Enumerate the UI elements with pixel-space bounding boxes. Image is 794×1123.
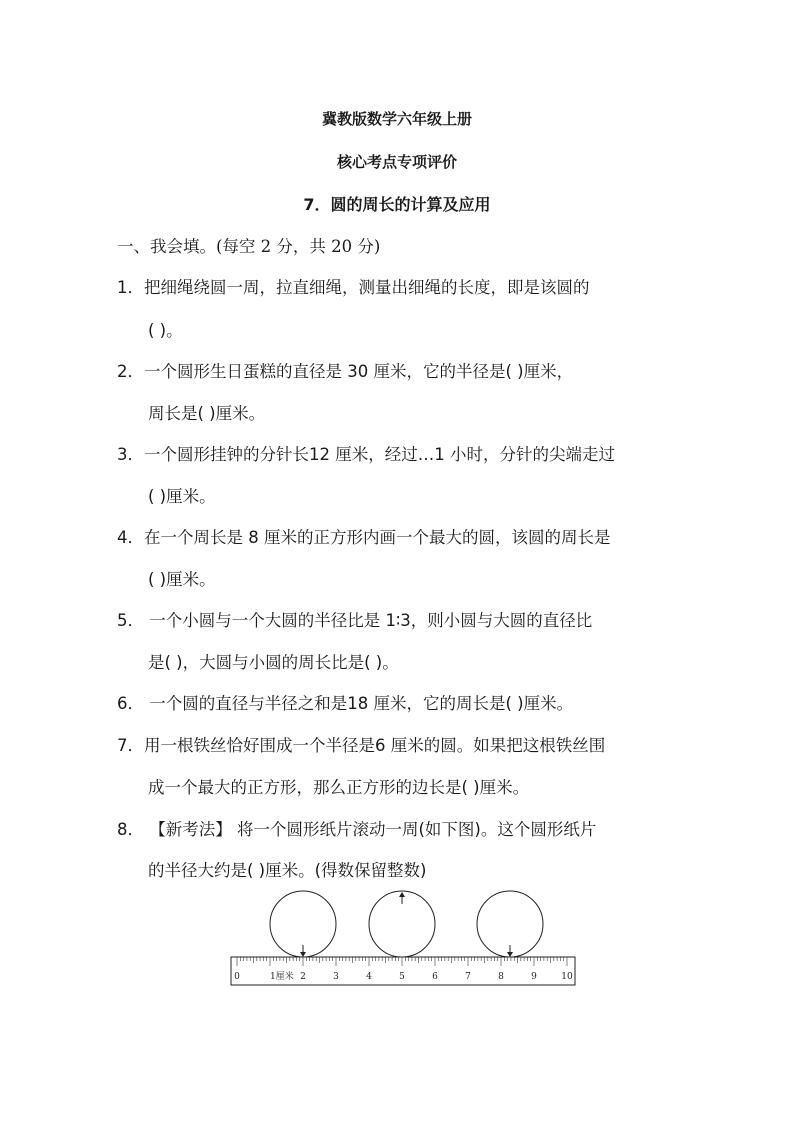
question-text: 一个圆形生日蛋糕的直径是 30 厘米，它的半径是( )厘米， bbox=[144, 362, 574, 381]
question-8-continuation: 的半径大约是( )厘米。(得数保留整数) bbox=[148, 861, 427, 880]
question-number: 6． bbox=[117, 694, 144, 713]
question-text: 把细绳绕圆一周，拉直细绳，测量出细绳的长度，即是该圆的 bbox=[144, 278, 590, 297]
question-8 bbox=[117, 816, 596, 840]
ruler-label: 5 bbox=[399, 972, 405, 982]
ruler-label: 7 bbox=[465, 972, 471, 982]
question-2 bbox=[117, 358, 573, 382]
question-number: 5． bbox=[117, 611, 144, 630]
question-4 bbox=[117, 524, 611, 548]
question-number: 3． bbox=[117, 445, 144, 464]
ruler-label: 9 bbox=[531, 972, 537, 982]
question-text: 一个小圆与一个大圆的半径比是 1∶3，则小圆与大圆的直径比 bbox=[144, 611, 593, 630]
question-5 bbox=[117, 607, 592, 631]
ruler-label: 6 bbox=[432, 972, 438, 982]
topic-title: 7．圆的周长的计算及应用 bbox=[303, 195, 491, 214]
question-number: 1． bbox=[117, 278, 144, 297]
assessment-subtitle: 核心考点专项评价 bbox=[336, 153, 457, 171]
question-7 bbox=[117, 732, 605, 756]
question-number: 7． bbox=[117, 736, 144, 755]
question-3-continuation: ( )厘米。 bbox=[148, 487, 216, 506]
question-2-continuation: 周长是( )厘米。 bbox=[148, 404, 266, 423]
question-number: 8． bbox=[117, 820, 144, 839]
ruler-label: 8 bbox=[498, 972, 504, 982]
ruler-label: 4 bbox=[366, 972, 372, 982]
question-4-continuation: ( )厘米。 bbox=[148, 570, 216, 589]
question-text: 一个圆的直径与半径之和是18 厘米，它的周长是( )厘米。 bbox=[144, 694, 574, 713]
ruler-label: 1厘米 bbox=[270, 972, 294, 982]
question-5-continuation: 是( )，大圆与小圆的周长比是( )。 bbox=[148, 653, 399, 672]
ruler-label: 0 bbox=[234, 972, 240, 982]
ruler-label: 3 bbox=[333, 972, 339, 982]
mid-arrow-icon bbox=[399, 892, 405, 904]
ruler-label: 2 bbox=[300, 972, 306, 982]
start-arrow-icon bbox=[300, 945, 306, 957]
ruler-label: 10 bbox=[561, 972, 573, 982]
question-text: 在一个周长是 8 厘米的正方形内画一个最大的圆，该圆的周长是 bbox=[144, 528, 611, 547]
rolling-circle-figure bbox=[228, 890, 580, 988]
question-1-continuation: ( )。 bbox=[148, 321, 183, 340]
end-arrow-icon bbox=[507, 945, 513, 957]
question-number: 4． bbox=[117, 528, 144, 547]
question-text: 【新考法】 将一个圆形纸片滚动一周(如下图)。这个圆形纸片 bbox=[144, 820, 597, 839]
question-number: 2． bbox=[117, 362, 144, 381]
question-1 bbox=[117, 274, 590, 298]
question-6 bbox=[117, 690, 573, 714]
question-text: 一个圆形挂钟的分针长12 厘米，经过…1 小时，分针的尖端走过 bbox=[144, 445, 615, 464]
question-7-continuation: 成一个最大的正方形，那么正方形的边长是( )厘米。 bbox=[148, 778, 530, 797]
question-3 bbox=[117, 441, 615, 465]
book-title: 冀教版数学六年级上册 bbox=[321, 110, 472, 128]
section-heading: 一、我会填。(每空 2 分，共 20 分) bbox=[117, 237, 381, 256]
question-text: 用一根铁丝恰好围成一个半径是6 厘米的圆。如果把这根铁丝围 bbox=[144, 736, 606, 755]
